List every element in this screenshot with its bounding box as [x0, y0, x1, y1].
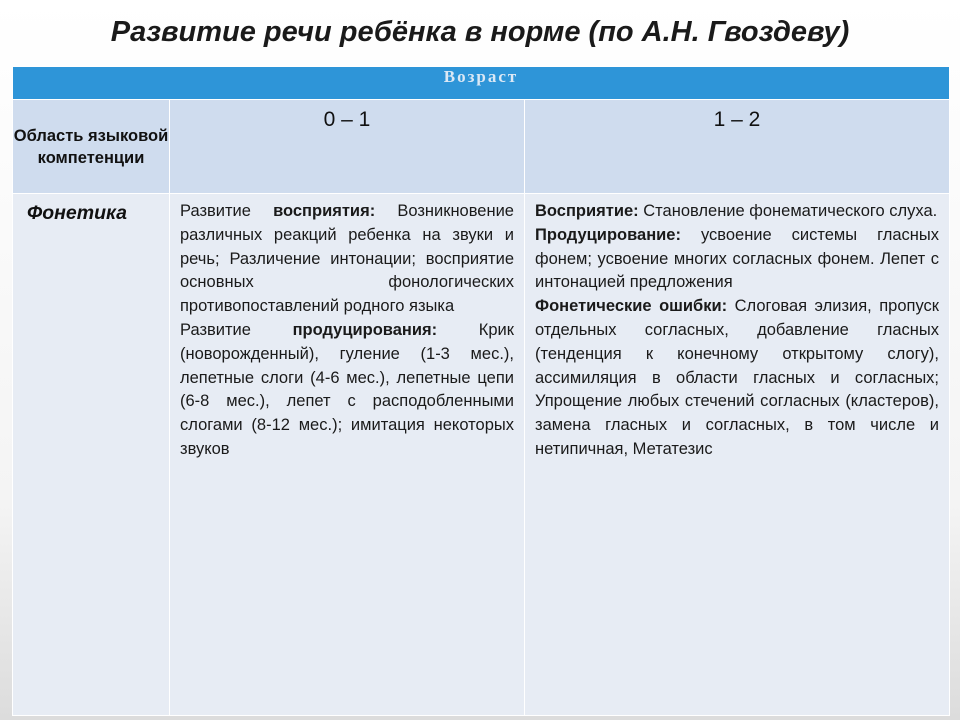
- row-label-phonetics: Фонетика: [13, 194, 170, 716]
- phonetics-row: [13, 194, 950, 716]
- errors-heading: Фонетические ошибки:: [535, 297, 728, 316]
- perception-paragraph-2: [535, 200, 939, 224]
- age-column-0-1: 0 – 1: [170, 100, 525, 194]
- errors-paragraph: [535, 295, 939, 462]
- age-header-row: [13, 67, 950, 100]
- cell-0-1-phonetics: [170, 194, 525, 716]
- age-header: Возраст: [13, 67, 950, 100]
- production-text-2: усвоение системы гласных фонем; усвоение многих согласных фонем. Лепет с интонацией предложения: [535, 225, 940, 292]
- perception-prefix: Развитие: [180, 202, 274, 220]
- perception-heading-2: Восприятие:: [535, 202, 639, 220]
- errors-text: Слоговая элизия, пропуск отдельных согласных, добавление гласных (тенденция к конечному открытому слогу), ассимиляция в области гласных и согласных; Упрощение любых стечений согласных (кластеров), замена гласных и согласных, в том числе и нетипичная, Метатезис: [535, 297, 940, 458]
- production-prefix: Развитие: [180, 320, 293, 339]
- perception-heading: восприятия:: [273, 202, 376, 220]
- area-header: Область языковой компетенции: [13, 100, 170, 194]
- production-heading-2: Продуцирование:: [535, 225, 681, 244]
- age-column-1-2: 1 – 2: [525, 100, 950, 194]
- column-header-row: [13, 100, 950, 194]
- production-paragraph: [180, 319, 514, 462]
- production-text: Крик (новорожденный), гуление (1-3 мес.), лепетные слоги (4-6 мес.), лепетные цепи (6-8 мес.), лепет с расподобленными слогами (8-12 мес.); имитация некоторых звуков: [180, 320, 514, 458]
- production-paragraph-2: [535, 224, 939, 295]
- production-heading: продуцирования:: [292, 320, 438, 339]
- cell-1-2-phonetics: [525, 194, 950, 716]
- perception-text: Возникновение различных реакций ребенка на звуки и речь; Различение интонации; восприятие основных фонологических противопоставлений родного языка: [180, 202, 514, 316]
- page-title: Развитие речи ребёнка в норме (по А.Н. Гвоздеву): [110, 16, 850, 48]
- perception-text-2: Становление фонематического слуха.: [638, 202, 938, 220]
- perception-paragraph: [180, 200, 514, 319]
- speech-development-table: [12, 66, 950, 716]
